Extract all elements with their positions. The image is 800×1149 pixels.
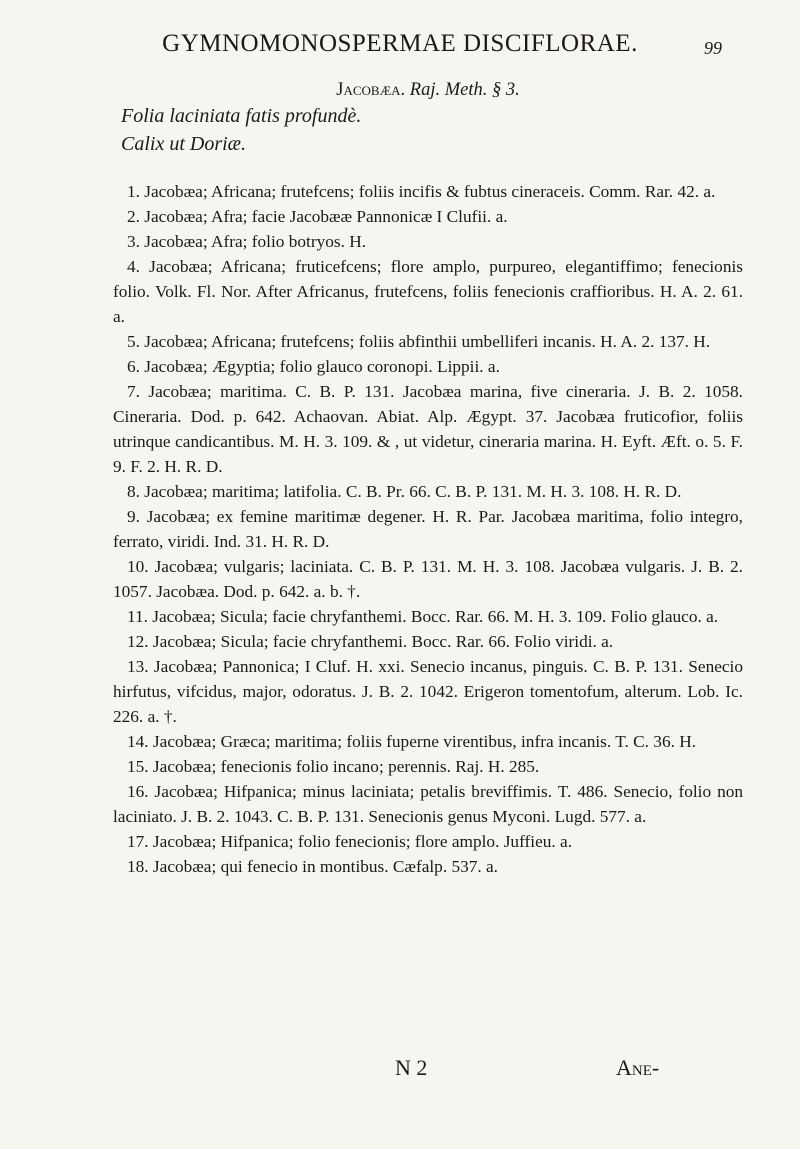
genus-heading [113,80,743,101]
species-entry-14: 14. Jacobæa; Græca; maritima; foliis fuperne virentibus, infra incanis. T. C. 36. H. [127,732,697,751]
species-entry-4: 4. Jacobæa; Africana; fruticefcens; flore amplo, purpureo, elegantiffimo; fenecionis folio. Volk. Fl. Nor. After Africanus, frutefcens, foliis fenecionis craffioribus. H. A. 2. 61. a. [113,257,743,326]
species-entry-3: 3. Jacobæa; Afra; folio botryos. H. [127,232,367,251]
page-footer [0,1055,800,1085]
species-entry-6: 6. Jacobæa; Ægyptia; folio glauco coronopi. Lippii. a. [127,357,500,376]
species-entry-1: 1. Jacobæa; Africana; frutefcens; foliis incifis & fubtus cineraceis. Comm. Rar. 42. a. [127,182,716,201]
page-number: 99 [704,38,722,58]
species-entry-7: 7. Jacobæa; maritima. C. B. P. 131. Jacobæa marina, five cineraria. J. B. 2. 1058. Cineraria. Dod. p. 642. Achaovan. Abiat. Alp. Ægypt. 37. Jacobæa fruticofior, foliis utrinque candicantibus. M. H. 3. 109. & , ut videtur, cineraria marina. H. Eyft. Æft. o. 5. F. 9. F. 2. H. R. D. [113,382,743,476]
species-entry-8: 8. Jacobæa; maritima; latifolia. C. B. Pr. 66. C. B. P. 131. M. H. 3. 108. H. R. D. [127,482,682,501]
species-entry-16: 16. Jacobæa; Hifpanica; minus laciniata; petalis breviffimis. T. 486. Senecio, folio non laciniato. J. B. 2. 1043. C. B. P. 131. Senecionis genus Myconi. Lugd. 577. a. [113,782,743,826]
genus-reference: Raj. Meth. § 3. [409,80,520,100]
catchword: Ane- [616,1055,660,1080]
species-entry-15: 15. Jacobæa; fenecionis folio incano; perennis. Raj. H. 285. [127,757,540,776]
running-head: GYMNOMONOSPERMAE DISCIFLORAE. [162,30,638,57]
species-entry-5: 5. Jacobæa; Africana; frutefcens; foliis abfinthii umbelliferi incanis. H. A. 2. 137. H. [127,332,711,351]
species-entry-9: 9. Jacobæa; ex femine maritimæ degener. H. R. Par. Jacobæa maritima, folio integro, ferrato, viridi. Ind. 31. H. R. D. [113,507,743,551]
genus-name: Jacobæa. [336,80,406,100]
species-entry-11: 11. Jacobæa; Sicula; facie chryfanthemi. Bocc. Rar. 66. M. H. 3. 109. Folio glauco. a. [127,607,719,626]
species-entry-18: 18. Jacobæa; qui fenecio in montibus. Cæfalp. 537. a. [127,857,499,876]
species-entry-2: 2. Jacobæa; Afra; facie Jacobææ Pannonicæ I Clufii. a. [127,207,508,226]
page-body [113,80,743,879]
species-entry-12: 12. Jacobæa; Sicula; facie chryfanthemi. Bocc. Rar. 66. Folio viridi. a. [127,632,614,651]
species-entry-13: 13. Jacobæa; Pannonica; I Cluf. H. xxi. Senecio incanus, pinguis. C. B. P. 131. Senecio hirfutus, vifcidus, major, odoratus. J. B. 2. 1042. Erigeron tomentofum, alterum. Lob. Ic. 226. a. †. [113,657,743,726]
diagnosis-leaves: Folia laciniata fatis profundè. [121,105,362,127]
diagnosis-calyx: Calix ut Doriæ. [121,133,247,155]
species-list [113,179,743,879]
species-entry-10: 10. Jacobæa; vulgaris; laciniata. C. B. P. 131. M. H. 3. 108. Jacobæa vulgaris. J. B. 2. 1057. Jacobæa. Dod. p. 642. a. b. †. [113,557,743,601]
species-entry-17: 17. Jacobæa; Hifpanica; folio fenecionis; flore amplo. Juffieu. a. [127,832,573,851]
signature-mark: N 2 [395,1055,428,1080]
